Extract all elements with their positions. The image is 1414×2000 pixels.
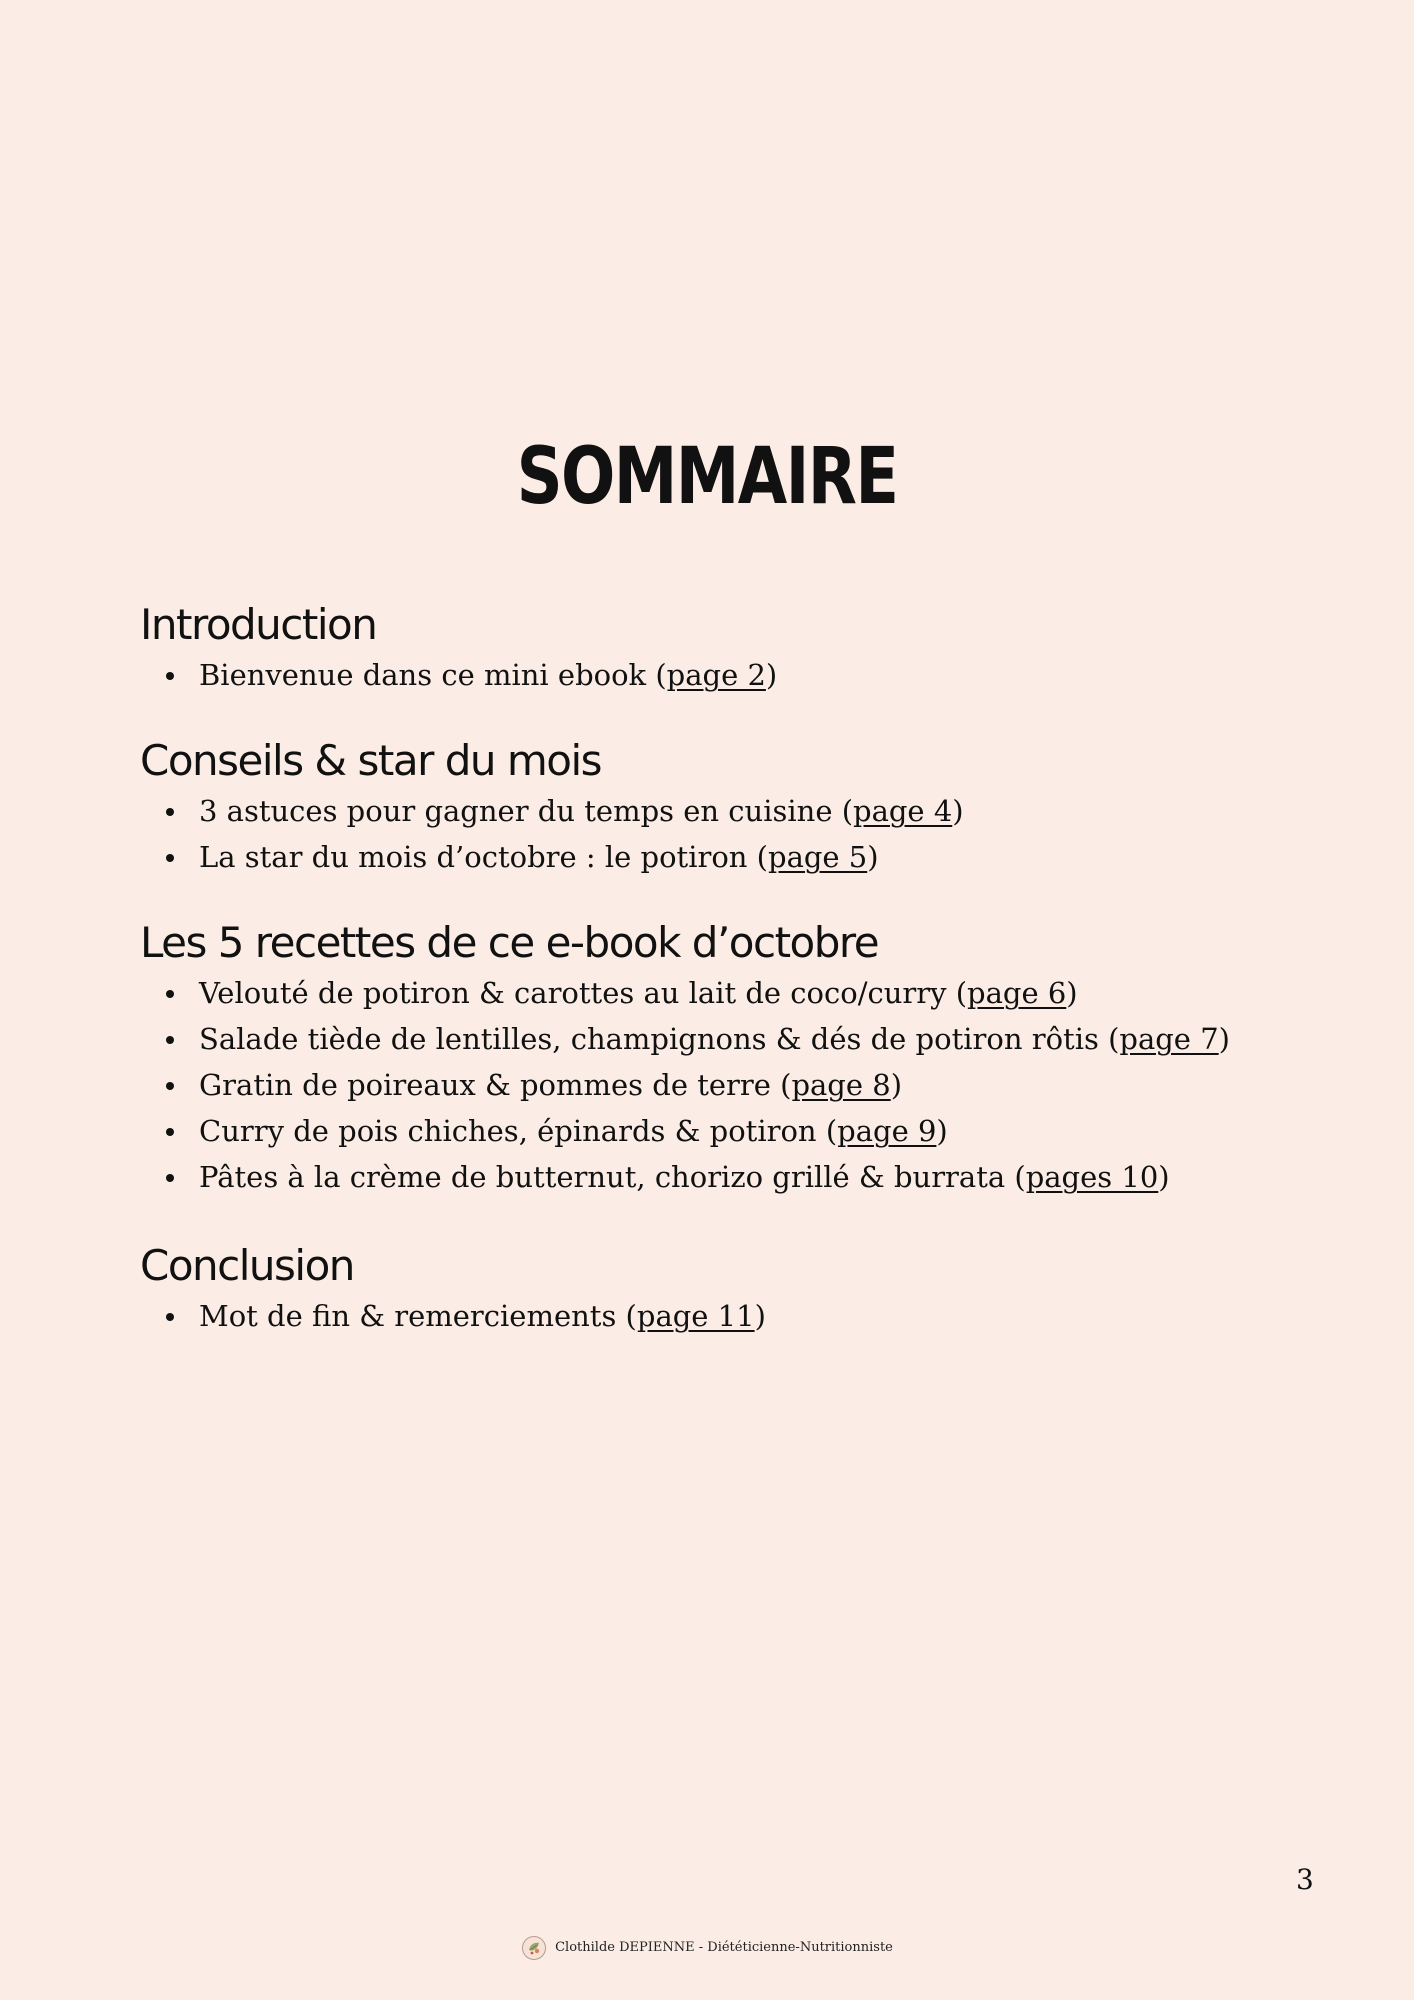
page-link[interactable]: page 5	[768, 840, 868, 874]
list-item	[140, 834, 1290, 880]
item-text-end: )	[754, 1299, 766, 1333]
item-text: La star du mois d’octobre : le potiron (	[199, 840, 768, 874]
item-text-end: )	[890, 1068, 903, 1102]
item-text: Curry de pois chiches, épinards & potiron (	[199, 1114, 838, 1148]
bullet-icon	[166, 854, 174, 862]
list-item	[140, 1062, 1290, 1108]
page-title: SOMMAIRE	[516, 432, 898, 522]
item-text-end: )	[936, 1114, 948, 1148]
item-text: Pâtes à la crème de butternut, chorizo grillé & burrata (	[199, 1160, 1026, 1194]
item-text-end: )	[1066, 976, 1078, 1010]
section-heading: Introduction	[140, 600, 377, 649]
page-link[interactable]: page 2	[666, 658, 766, 692]
section-heading: Conseils & star du mois	[140, 736, 602, 785]
section-heading: Conclusion	[140, 1241, 354, 1290]
footer-credit: Clothilde DEPIENNE - Diététicienne-Nutritionniste	[555, 1940, 893, 1955]
section-heading: Les 5 recettes de ce e-book d’octobre	[140, 918, 879, 967]
item-text: Velouté de potiron & carottes au lait de coco/curry (	[199, 976, 968, 1010]
page-number: 3	[1296, 1863, 1314, 1896]
item-text: 3 astuces pour gagner du temps en cuisine (	[199, 794, 854, 828]
leaf-logo-icon	[521, 1935, 547, 1961]
section-recettes	[140, 918, 1290, 1200]
section-item-list	[140, 970, 1290, 1200]
item-text-end: )	[867, 840, 879, 874]
page-link[interactable]: page 9	[837, 1114, 937, 1148]
bullet-icon	[166, 1036, 174, 1044]
item-text-end: )	[1158, 1160, 1170, 1194]
list-item	[140, 1016, 1290, 1062]
section-item-list	[140, 788, 1290, 880]
page-link[interactable]: page 4	[853, 794, 953, 828]
bullet-icon	[166, 1082, 174, 1090]
bullet-icon	[166, 1128, 174, 1136]
section-item-list	[140, 652, 1290, 698]
item-text: Salade tiède de lentilles, champignons & dés de potiron rôtis (	[199, 1022, 1120, 1056]
bullet-icon	[166, 672, 174, 680]
list-item	[140, 970, 1290, 1016]
bullet-icon	[166, 1174, 174, 1182]
bullet-icon	[166, 990, 174, 998]
item-text: Mot de fin & remerciements (	[199, 1299, 637, 1333]
footer	[0, 1935, 1414, 1961]
section-conseils	[140, 736, 1290, 880]
item-text-end: )	[1218, 1022, 1230, 1056]
page-link[interactable]: page 8	[791, 1068, 891, 1102]
section-item-list	[140, 1293, 1290, 1339]
page-link[interactable]: pages 10	[1025, 1160, 1159, 1194]
list-item	[140, 1154, 1290, 1200]
item-text-end: )	[765, 658, 778, 692]
page-link[interactable]: page 6	[967, 976, 1067, 1010]
bullet-icon	[166, 1313, 174, 1321]
list-item	[140, 1293, 1290, 1339]
page-link[interactable]: page 11	[636, 1299, 755, 1333]
list-item	[140, 652, 1290, 698]
list-item	[140, 1108, 1290, 1154]
bullet-icon	[166, 808, 174, 816]
list-item	[140, 788, 1290, 834]
item-text: Gratin de poireaux & pommes de terre (	[199, 1068, 792, 1102]
section-introduction	[140, 600, 1290, 698]
item-text: Bienvenue dans ce mini ebook (	[199, 658, 667, 692]
section-conclusion	[140, 1241, 1290, 1339]
page-link[interactable]: page 7	[1119, 1022, 1219, 1056]
item-text-end: )	[952, 794, 964, 828]
